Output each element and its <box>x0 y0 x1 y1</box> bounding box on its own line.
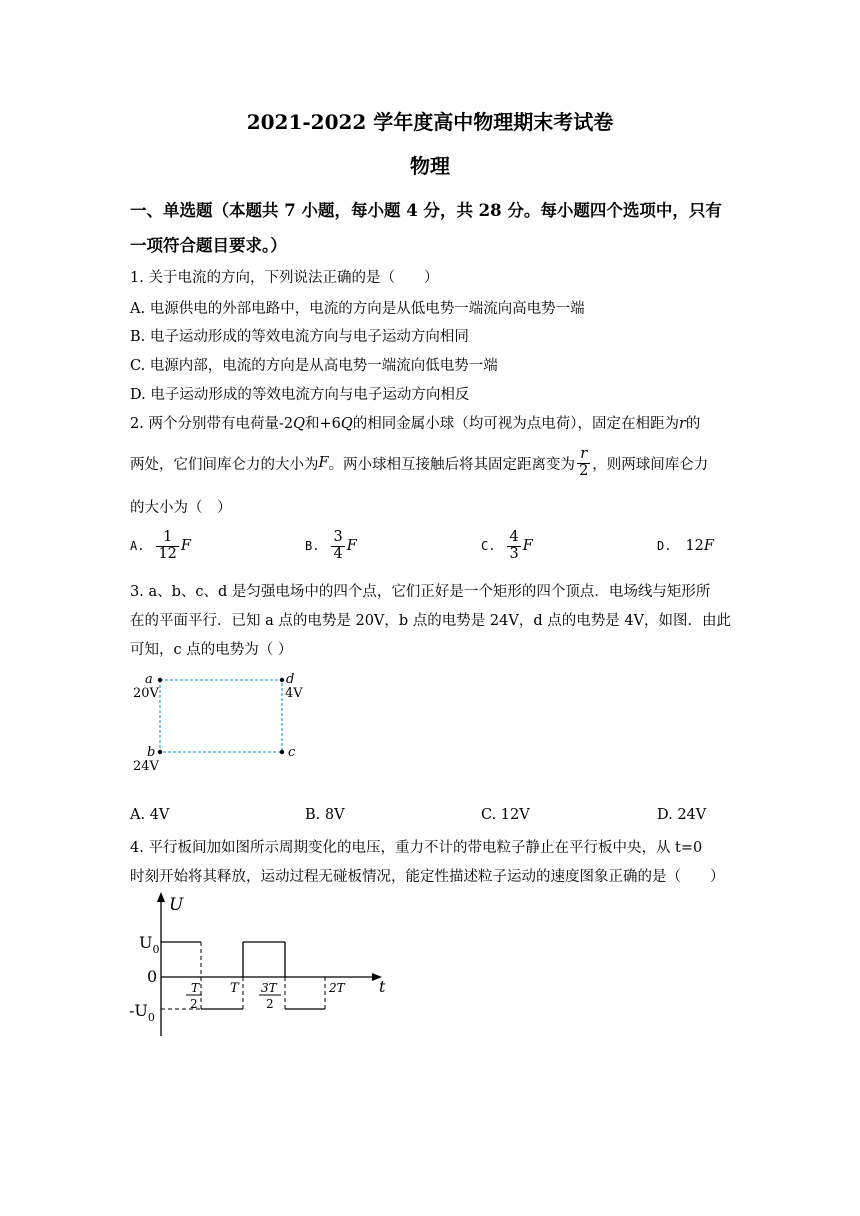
q2-text: 2. 两个分别带有电荷量-2 <box>130 416 294 432</box>
q2-line2 <box>130 443 708 483</box>
page-subtitle: 物理 <box>410 154 450 178</box>
t-3half-num: 3T <box>261 981 277 995</box>
q1-stem: 1. 关于电流的方向，下列说法正确的是（ ） <box>130 270 439 286</box>
point-c <box>280 750 284 754</box>
t-3half-den: 2 <box>266 997 274 1011</box>
q2-option-b: B. $\frac{3}{4}$ F <box>305 529 357 562</box>
fraction: $\frac{1}{12}$ <box>158 529 177 562</box>
point-d <box>280 678 284 682</box>
q2-option-d: D. 12 F <box>657 538 714 554</box>
q1-option-d: D. 电子运动形成的等效电流方向与电子运动方向相反 <box>130 387 470 403</box>
fraction: $\frac{3}{4}$ <box>333 529 343 562</box>
label-d-potential: 4V <box>285 686 303 701</box>
q3-option-c: C. 12V <box>481 807 530 823</box>
t-half-den: 2 <box>190 997 198 1011</box>
voltage-time-graph <box>125 888 400 1043</box>
t-axis-label: t <box>379 977 386 996</box>
q2-var-q: Q <box>340 416 353 432</box>
label-b: b <box>147 745 156 760</box>
q2-option-c: C. $\frac{4}{3}$ F <box>481 529 533 562</box>
q1-option-a: A. 电源供电的外部电路中，电流的方向是从低电势一端流向高电势一端 <box>130 301 585 317</box>
q2-var-f: F <box>318 455 329 471</box>
zero-label: 0 <box>147 967 158 986</box>
q3-option-b: B. 8V <box>305 807 345 823</box>
point-b <box>158 750 162 754</box>
t-full-label: T <box>230 981 239 996</box>
label-d: d <box>286 672 295 687</box>
fraction: $\frac{4}{3}$ <box>509 529 519 562</box>
q2-fraction-r-over-2: $\frac{r}{2}$ <box>579 446 589 479</box>
rectangle-potential-diagram <box>125 668 315 778</box>
q2-text: ，则两球间库仑力 <box>592 456 709 473</box>
q3-line2: 在的平面平行．已知 a 点的电势是 20V，b 点的电势是 24V，d 点的电势是 4V，如图．由此 <box>130 613 732 629</box>
t-half-num: T <box>191 981 200 995</box>
page-title: 2021-2022 学年度高中物理期末考试卷 <box>246 110 614 134</box>
q2-text: 的 <box>685 416 701 432</box>
q4-line2: 时刻开始将其释放，运动过程无碰板情况，能定性描述粒子运动的速度图象正确的是（ ） <box>130 869 725 885</box>
field-rectangle <box>160 680 282 752</box>
u-axis-arrow-icon <box>157 892 165 902</box>
q2-var-r: r <box>678 416 686 432</box>
q2-line3: 的大小为（ ） <box>130 500 232 516</box>
u0-label: $U_0$ <box>139 933 160 956</box>
q2-line1 <box>130 412 700 433</box>
q1-option-c: C. 电源内部，电流的方向是从高电势一端流向低电势一端 <box>130 358 498 374</box>
q2-text: 和+6 <box>304 416 341 432</box>
q3-option-a: A. 4V <box>130 807 170 823</box>
label-c: c <box>288 745 296 760</box>
neg-u0-label: $-U_0$ <box>129 1001 155 1024</box>
q3-option-d: D. 24V <box>657 807 707 823</box>
q2-text: 的相同金属小球（均可视为点电荷），固定在相距为 <box>352 416 679 432</box>
q2-text: 。两小球相互接触后将其固定距离变为 <box>328 456 576 473</box>
t-2-label: 2T <box>329 981 345 995</box>
q3-line1: 3. a、b、c、d 是匀强电场中的四个点，它们正好是一个矩形的四个顶点．电场线与矩形所 <box>130 584 711 600</box>
section-heading-line2: 一项符合题目要求。） <box>130 236 287 255</box>
label-a: a <box>145 672 153 687</box>
q1-option-b: B. 电子运动形成的等效电流方向与电子运动方向相同 <box>130 329 469 345</box>
u-axis-label: U <box>169 895 184 915</box>
q4-line1: 4. 平行板间加如图所示周期变化的电压，重力不计的带电粒子静止在平行板中央，从 t=0 <box>130 840 703 856</box>
q2-option-a: A. $\frac{1}{12}$ F <box>130 529 191 562</box>
label-a-potential: 20V <box>133 686 159 701</box>
label-b-potential: 24V <box>133 759 159 774</box>
point-a <box>158 678 162 682</box>
q2-var-q: Q <box>293 416 305 432</box>
section-heading-line1: 一、单选题（本题共 7 小题，每小题 4 分，共 28 分。每小题四个选项中，只有 <box>130 201 722 220</box>
q2-text: 两处，它们间库仑力的大小为 <box>130 456 319 473</box>
q3-line3: 可知，c 点的电势为（ ） <box>130 642 293 658</box>
